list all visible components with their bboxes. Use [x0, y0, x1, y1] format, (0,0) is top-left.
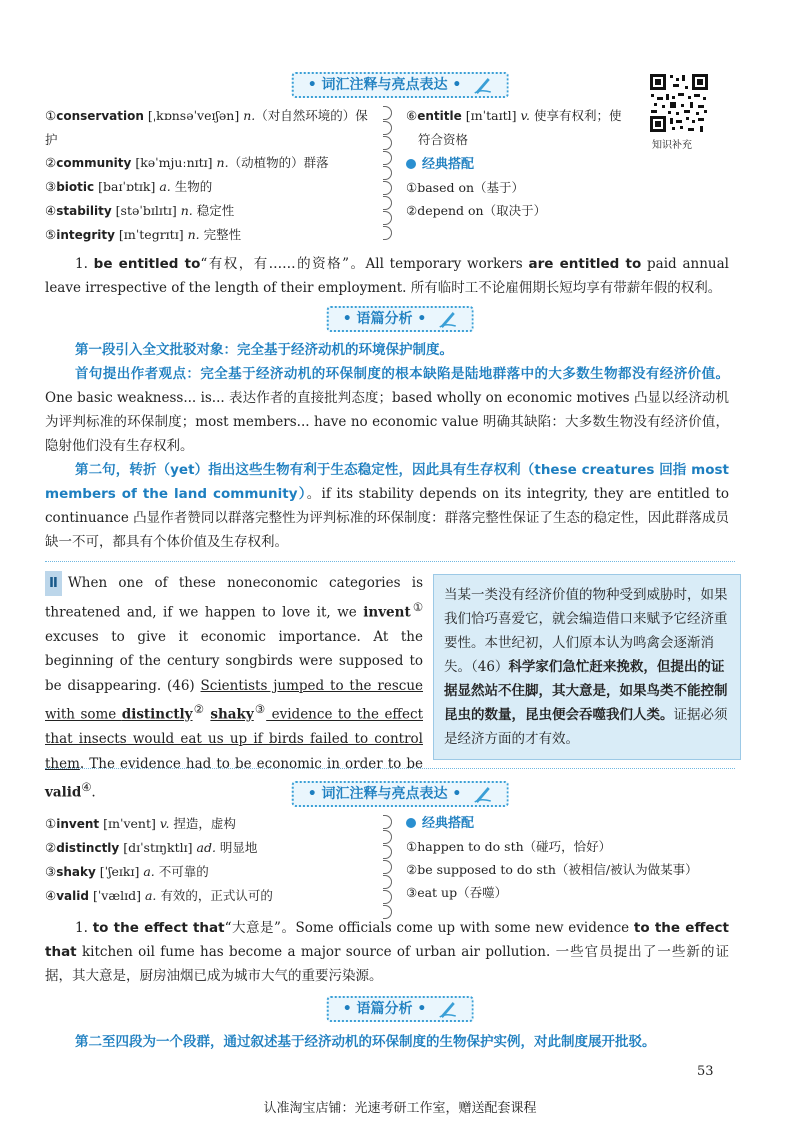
translation-box: 当某一类没有经济价值的物种受到威胁时，如果我们恰巧喜爱它，就会编造借口来赋予它经济重要性。本世纪初，人们原本认为鸣禽会逐渐消失。（46）科学家们急忙赶来挽救，但提出的证据显然站不住脚，其大意是，如果鸟类不能控制昆虫的数量，昆虫便会吞噬我们人类。证据必须是经济方面的才有效。 [433, 574, 741, 760]
page-number: 53 [697, 1064, 714, 1079]
vocab-list-left [45, 104, 380, 247]
collocation-heading: 经典搭配 [406, 153, 636, 176]
pen-icon [437, 999, 457, 1019]
vocab-item: ①invent [ɪnˈvent] v. 捏造，虚构 [45, 816, 236, 831]
collocation-item: ③eat up（吞噬） [406, 885, 508, 900]
vocab-list-right: ⑥entitle [ɪnˈtaɪtl] v. 使享有权利；使 符合资格 经典搭配 ①based on（基于） ②depend on（取决于） [406, 104, 636, 222]
passage-paragraph: Ⅱ When one of these noneconomic categories is threatened and, if we happen to love it, we invent① excuses to give it economic importance. At the beginning of the century songbirds were supposed to be disappearing. (46) Scientists jumped to the rescue with some distinctly② shaky③ evidence to the effect that insects would eat us up if birds failed to control them. The evidence had to be economic in order to be valid④. [45, 571, 423, 805]
vocab-item: ②distinctly [dɪˈstɪŋktlɪ] ad. 明显地 [45, 840, 258, 855]
pen-icon [437, 309, 457, 329]
collocation-list [406, 812, 736, 904]
vocab-item: ⑤integrity [ɪnˈtegrɪtɪ] n. 完整性 [45, 227, 242, 242]
vocab-item: ⑥entitle [ɪnˈtaɪtl] v. 使享有权利；使 [406, 108, 622, 123]
vocab-section-banner: • 词汇注释与亮点表达 • [292, 781, 509, 807]
collocation-heading: 经典搭配 [406, 812, 736, 835]
vocab-item: ④valid [ˈvælɪd] a. 有效的，正式认可的 [45, 888, 273, 903]
collocation-item: ①happen to do sth（碰巧，恰好） [406, 839, 612, 854]
bullet-dot-icon [406, 818, 416, 828]
spiral-divider [383, 815, 395, 920]
pen-icon [472, 75, 492, 95]
vocab-item: ③shaky [ˈʃeɪkɪ] a. 不可靠的 [45, 864, 209, 879]
highlight-expression: 1. be entitled to“有权，有……的资格”。All temporary workers are entitled to paid annual leave irrespective of the length of their employment. 所有临时工不论雇佣期长短均享有带薪年假的权利。 [45, 256, 729, 296]
vocab-list-left [45, 812, 365, 908]
qr-label: 知识补充 [652, 140, 692, 151]
paragraph-number: Ⅱ [45, 571, 62, 596]
section-divider [45, 768, 735, 769]
vocab-item: ③biotic [baɪˈɒtɪk] a. 生物的 [45, 179, 213, 194]
collocation-item: ②depend on（取决于） [406, 203, 547, 218]
vocab-item: ④stability [stəˈbɪlɪtɪ] n. 稳定性 [45, 203, 235, 218]
analysis-text: 第二至四段为一个段群，通过叙述基于经济动机的环保制度的生物保护实例，对此制度展开批驳。 [75, 1034, 656, 1050]
section-divider [45, 561, 735, 562]
collocation-item: ①based on（基于） [406, 180, 525, 195]
vocab-item: ②community [kəˈmjuːnɪtɪ] n.（动植物的）群落 [45, 155, 329, 170]
analysis-banner: • 语篇分析 • [327, 306, 474, 332]
spiral-divider [383, 106, 395, 241]
analysis-text: 第一段引入全文批驳对象：完全基于经济动机的环境保护制度。 首句提出作者观点：完全基于经济动机的环保制度的根本缺陷是陆地群落中的大多数生物都没有经济价值。One basic weakness... is... 表达作者的直接批判态度；based wholly on economic motives 凸显以经济动机为评判标准的环保制度；most members... have no economic value 明确其缺陷：大多数生物没有经济价值，隐射他们没有生存权利。 第二句，转折（yet）指出这些生物有利于生态稳定性，因此具有生存权利（these creatures 回指 most members of the land community）。if its stability depends on its integrity, they are entitled to continuance 凸显作者赞同以群落完整性为评判标准的环保制度：群落完整性保证了生态的稳定性，因此群落成员缺一不可，都具有个体价值及生存权利。 [45, 342, 730, 550]
footer-note: 认准淘宝店铺：光速考研工作室，赠送配套课程 [263, 1101, 537, 1116]
analysis-banner: • 语篇分析 • [327, 996, 474, 1022]
pen-icon [472, 784, 492, 804]
bullet-dot-icon [406, 159, 416, 169]
vocab-item: ①conservation [ˌkɒnsəˈveɪʃən] n.（对自然环境的）保护 [45, 108, 368, 147]
highlight-expression: 1. to the effect that“大意是”。Some officials come up with some new evidence to the effect that kitchen oil fume has become a major source of urban air pollution. 一些官员提出了一些新的证据，其大意是，厨房油烟已成为城市大气的重要污染源。 [45, 920, 729, 984]
collocation-item: ②be supposed to do sth（被相信/被认为做某事） [406, 862, 698, 877]
qr-code-icon[interactable] [648, 72, 710, 134]
vocab-section-banner: • 词汇注释与亮点表达 • [292, 72, 509, 98]
